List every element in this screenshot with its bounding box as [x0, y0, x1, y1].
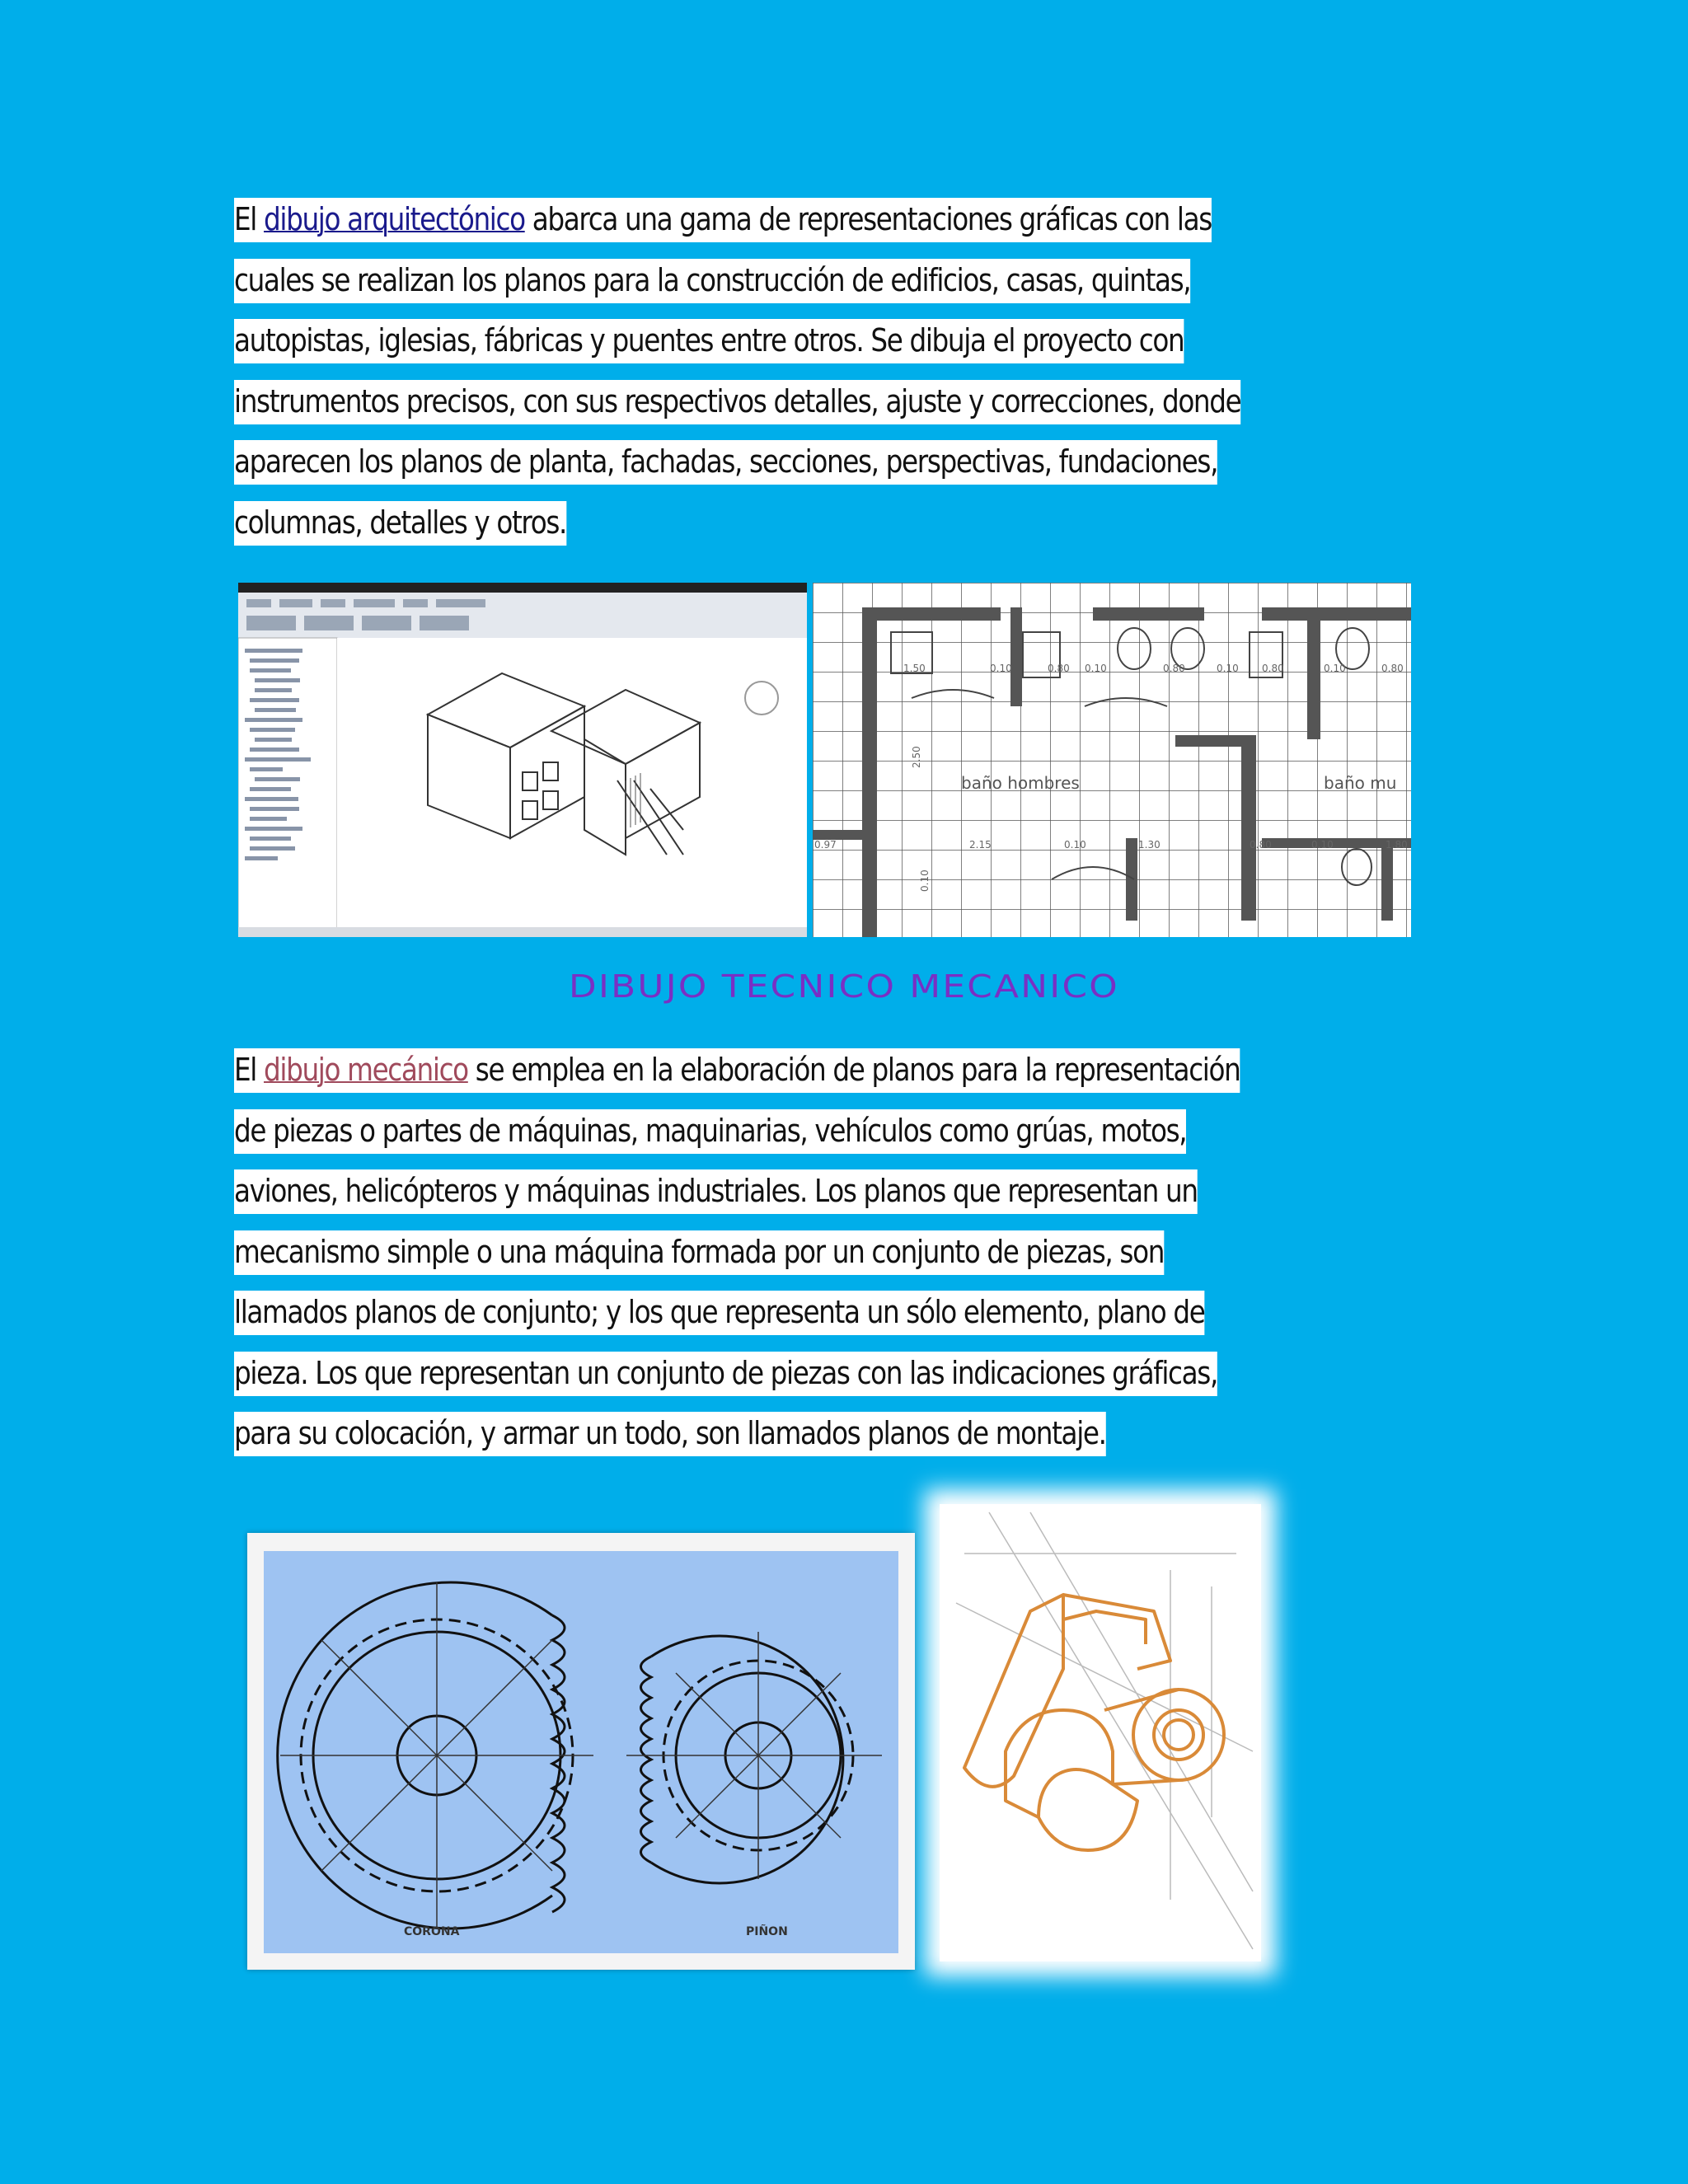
svg-text:0.10: 0.10: [1085, 663, 1107, 674]
svg-text:0.10: 0.10: [919, 869, 931, 892]
svg-text:0.80: 0.80: [1381, 663, 1404, 674]
mechanical-drawing-paragraph: [234, 1040, 1269, 1465]
svg-text:0.10: 0.10: [1311, 839, 1334, 851]
mechanical-drawing-heading: DIBUJO TECNICO MECANICO: [568, 968, 1119, 1005]
svg-text:0.80: 0.80: [1048, 663, 1070, 674]
floorplan-room1-label: baño hombres: [961, 773, 1080, 793]
architectural-drawing-link[interactable]: dibujo arquitectónico: [263, 201, 525, 237]
svg-text:1.80: 1.80: [1386, 839, 1408, 851]
svg-text:2.50: 2.50: [911, 746, 922, 768]
cad-software-screenshot: [238, 583, 807, 937]
para-lead: El: [234, 201, 264, 237]
gears-drawing-image: [247, 1533, 915, 1970]
svg-text:0.97: 0.97: [814, 839, 837, 851]
floorplan-room2-label: baño mu: [1324, 773, 1397, 793]
svg-text:0.10: 0.10: [1324, 663, 1346, 674]
mechanical-drawing-text: se emplea en la elaboración de planos para la representación de piezas o partes de máquinas, maquinarias, vehículos como grúas, motos, aviones, helicópteros y máquinas industriales. Los planos que representan un mecanismo simple o una máquina formada por un conjunto de piezas, son llamados planos de conjunto; y los que representa un sólo elemento, plano de pieza. Los que representan un conjunto de piezas con las indicaciones gráficas, para su colocación, y armar un todo, son llamados planos de montaje.: [234, 1052, 1240, 1451]
svg-text:0.10: 0.10: [1064, 839, 1086, 851]
svg-text:1.30: 1.30: [1138, 839, 1160, 851]
floor-plan-image: [813, 583, 1411, 937]
pinon-label: PIÑON: [746, 1925, 788, 1938]
svg-text:0.80: 0.80: [1250, 839, 1272, 851]
para-lead: El: [234, 1052, 264, 1088]
svg-text:1.50: 1.50: [903, 663, 926, 674]
svg-text:0.10: 0.10: [990, 663, 1012, 674]
mechanical-drawing-link[interactable]: dibujo mecánico: [263, 1052, 468, 1088]
architectural-drawing-paragraph: [234, 190, 1269, 553]
mechanical-part-drawing: [940, 1504, 1261, 1961]
svg-text:0.80: 0.80: [1163, 663, 1185, 674]
svg-text:0.80: 0.80: [1262, 663, 1284, 674]
corona-label: CORONA: [404, 1925, 460, 1938]
svg-text:2.15: 2.15: [969, 839, 992, 851]
svg-text:0.10: 0.10: [1217, 663, 1239, 674]
architectural-drawing-text: abarca una gama de representaciones gráficas con las cuales se realizan los planos para la construcción de edificios, casas, quintas, autopistas, iglesias, fábricas y puentes entre otros. Se dibuja el proyecto con instrumentos precisos, con sus respectivos detalles, ajuste y correcciones, donde aparecen los planos de planta, fachadas, secciones, perspectivas, fundaciones, columnas, detalles y otros.: [234, 201, 1241, 541]
